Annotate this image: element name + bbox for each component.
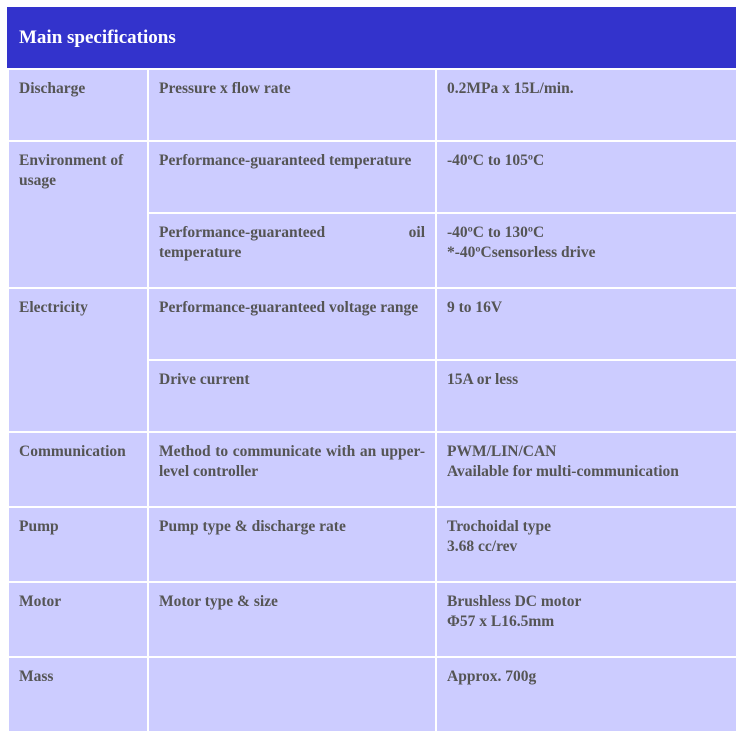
category-cell: Electricity: [8, 288, 148, 432]
table-row: [8, 288, 737, 360]
item-cell: Pump type & discharge rate: [148, 507, 436, 582]
category-cell: Mass: [8, 657, 148, 732]
category-cell: Discharge: [8, 69, 148, 141]
value-cell: [436, 69, 737, 141]
item-cell: Performance-guaranteed oil temperature: [148, 213, 436, 288]
item-cell: Motor type & size: [148, 582, 436, 657]
table-row: [8, 657, 737, 732]
item-cell: Drive current: [148, 360, 436, 432]
value-line: 9 to 16V: [447, 299, 503, 316]
value-line: Available for multi-communication: [447, 463, 679, 480]
value-line: Approx. 700g: [447, 668, 537, 685]
value-cell: [436, 360, 737, 432]
category-cell: Pump: [8, 507, 148, 582]
value-cell: [436, 507, 737, 582]
specifications-panel: [7, 7, 736, 733]
value-line: PWM/LIN/CAN: [447, 443, 557, 460]
value-cell: [436, 432, 737, 507]
specifications-table: [7, 68, 738, 733]
value-cell: [436, 141, 737, 213]
value-line: *-40ºCsensorless drive: [447, 244, 596, 261]
value-line: 3.68 cc/rev: [447, 538, 518, 555]
category-cell: Motor: [8, 582, 148, 657]
table-row: [8, 582, 737, 657]
value-cell: [436, 657, 737, 732]
item-cell: Performance-guaranteed temperature: [148, 141, 436, 213]
category-cell: Communication: [8, 432, 148, 507]
value-line: -40ºC to 130ºC: [447, 224, 545, 241]
value-cell: [436, 288, 737, 360]
value-line: Trochoidal type: [447, 518, 552, 535]
table-row: [8, 141, 737, 213]
item-cell: Method to communicate with an upper-level controller: [148, 432, 436, 507]
value-line: Brushless DC motor: [447, 593, 582, 610]
item-cell: [148, 657, 436, 732]
table-title: Main specifications: [7, 7, 736, 68]
value-cell: [436, 582, 737, 657]
value-line: 15A or less: [447, 371, 519, 388]
category-cell: Environment of usage: [8, 141, 148, 288]
value-line: -40ºC to 105ºC: [447, 152, 545, 169]
value-line: 0.2MPa x 15L/min.: [447, 80, 574, 97]
item-cell: Pressure x flow rate: [148, 69, 436, 141]
table-row: [8, 69, 737, 141]
value-cell: [436, 213, 737, 288]
table-row: [8, 507, 737, 582]
table-row: [8, 432, 737, 507]
value-line: Φ57 x L16.5mm: [447, 613, 555, 630]
item-cell: Performance-guaranteed voltage range: [148, 288, 436, 360]
